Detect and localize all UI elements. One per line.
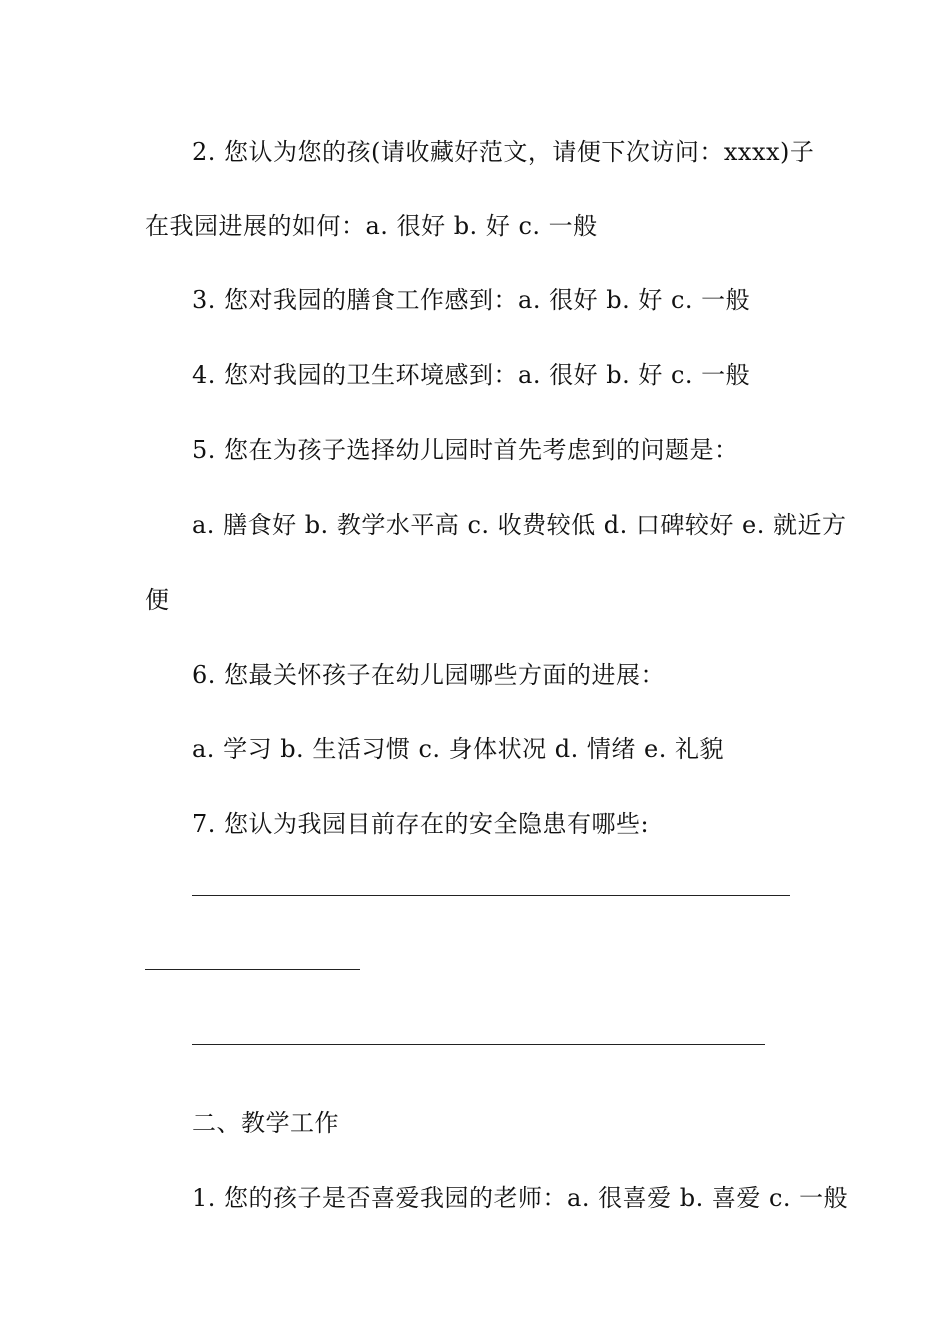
question-5: 5. 您在为孩子选择幼儿园时首先考虑到的问题是：	[192, 436, 739, 464]
section-heading-teaching: 二、教学工作	[192, 1109, 339, 1137]
teaching-question-1: 1. 您的孩子是否喜爱我园的老师：a. 很喜爱 b. 喜爱 c. 一般	[192, 1184, 849, 1212]
question-3: 3. 您对我园的膳食工作感到：a. 很好 b. 好 c. 一般	[192, 286, 751, 314]
answer-blank-line-1a	[192, 895, 790, 896]
question-4: 4. 您对我园的卫生环境感到：a. 很好 b. 好 c. 一般	[192, 361, 751, 389]
question-7: 7. 您认为我园目前存在的安全隐患有哪些:	[192, 810, 650, 838]
answer-blank-line-1b	[145, 969, 360, 970]
question-6: 6. 您最关怀孩子在幼儿园哪些方面的进展：	[192, 661, 666, 689]
question-5-options-line-2: 便	[145, 586, 170, 614]
question-2-line-1: 2. 您认为您的孩(请收藏好范文，请便下次访问：xxxx)子	[192, 138, 815, 166]
answer-blank-line-2	[192, 1044, 765, 1045]
question-6-options: a. 学习 b. 生活习惯 c. 身体状况 d. 情绪 e. 礼貌	[192, 735, 724, 763]
question-5-options-line-1: a. 膳食好 b. 教学水平高 c. 收费较低 d. 口碑较好 e. 就近方	[192, 511, 847, 539]
question-2-line-2: 在我园进展的如何：a. 很好 b. 好 c. 一般	[145, 212, 598, 240]
